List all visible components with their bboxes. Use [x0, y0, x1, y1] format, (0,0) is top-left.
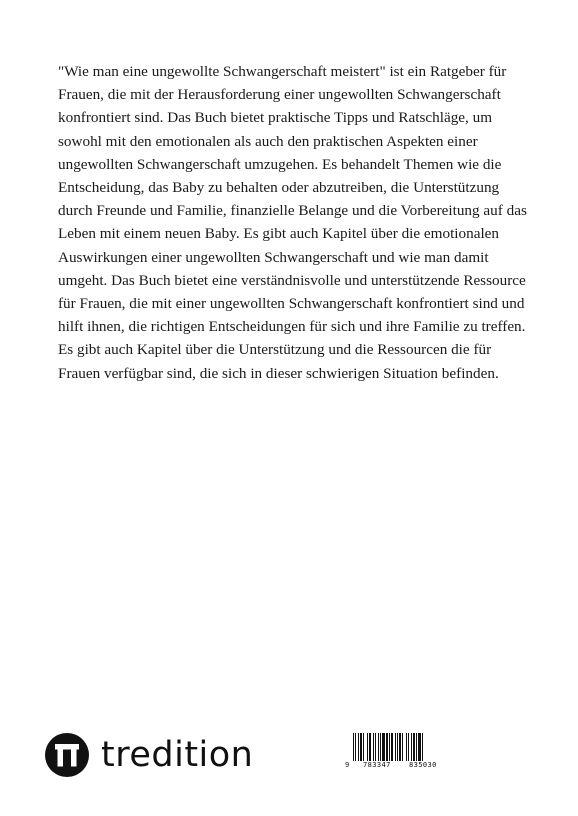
publisher-logo: [45, 733, 253, 777]
barcode-bar: [423, 733, 424, 761]
barcode-bars: [353, 733, 449, 761]
back-cover-blurb: "Wie man eine ungewollte Schwangerschaft meistert" ist ein Ratgeber für Frauen, die mit der Herausforderung einer ungewollten Schwangerschaft konfrontiert sind. Das Buch bietet praktische Tipps und Ratschläge, um sowohl mit den emotionalen als auch den praktischen Aspekten einer ungewollten Schwangerschaft umzugehen. Es behandelt Themen wie die Entscheidung, das Baby zu behalten oder abzutreiben, die Unterstützung durch Freunde und Familie, finanzielle Belange und die Vorbereitung auf das Leben mit einem neuen Baby. Es gibt auch Kapitel über die emotionalen Auswirkungen einer ungewollten Schwangerschaft und wie man damit umgeht. Das Buch bietet eine verständnisvolle und unterstützende Ressource für Frauen, die mit einer ungewollten Schwangerschaft konfrontiert sind und hilft ihnen, die richtigen Entscheidungen für sich und ihre Familie zu treffen. Es gibt auch Kapitel über die Unterstützung und die Ressourcen die für Frauen verfügbar sind, die sich in dieser schwierigen Situation befinden.: [58, 63, 527, 382]
publisher-name: tredition: [101, 735, 254, 775]
barcode-lead-digit: 9: [345, 761, 350, 769]
barcode-icon: [343, 733, 453, 777]
barcode-digit-group-2: 835030: [409, 761, 437, 769]
barcode-digit-group-1: 783347: [363, 761, 391, 769]
tredition-logo-icon: [45, 733, 89, 777]
cover-footer: [0, 725, 578, 785]
